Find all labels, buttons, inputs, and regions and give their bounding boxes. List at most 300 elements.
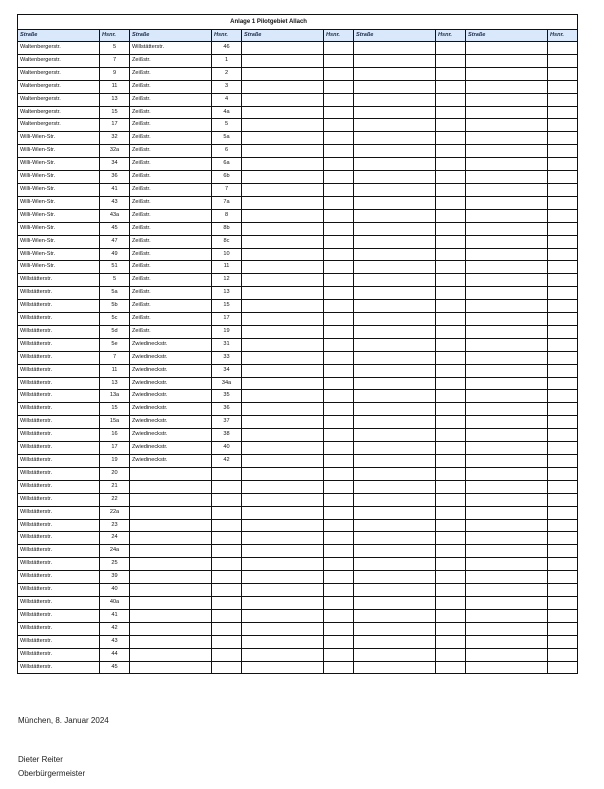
- house-number-cell: [212, 519, 242, 532]
- house-number-cell: 44: [100, 648, 130, 661]
- house-number-cell: [548, 558, 578, 571]
- street-cell: [466, 209, 548, 222]
- house-number-cell: [324, 480, 354, 493]
- table-row: [18, 609, 578, 622]
- street-cell: Willi-Wien-Str.: [18, 261, 100, 274]
- column-header-house-number: Hsnr.: [324, 30, 354, 42]
- street-cell: [466, 532, 548, 545]
- house-number-cell: 32: [100, 132, 130, 145]
- house-number-cell: [212, 571, 242, 584]
- street-cell: [130, 545, 212, 558]
- street-cell: Zeißstr.: [130, 248, 212, 261]
- street-cell: [242, 209, 324, 222]
- street-cell: Waltenbergerstr.: [18, 80, 100, 93]
- street-cell: Willstätterstr.: [18, 429, 100, 442]
- street-cell: [354, 493, 436, 506]
- street-cell: Willstätterstr.: [18, 609, 100, 622]
- street-cell: Waltenbergerstr.: [18, 93, 100, 106]
- street-cell: Willi-Wien-Str.: [18, 171, 100, 184]
- house-number-cell: 19: [212, 325, 242, 338]
- house-number-cell: [548, 377, 578, 390]
- street-cell: [354, 93, 436, 106]
- street-cell: Willstätterstr.: [18, 596, 100, 609]
- street-cell: [354, 261, 436, 274]
- table-row: [18, 209, 578, 222]
- house-number-cell: 3: [212, 80, 242, 93]
- house-number-cell: [436, 493, 466, 506]
- street-cell: [354, 80, 436, 93]
- street-cell: Zeißstr.: [130, 54, 212, 67]
- street-cell: Willstätterstr.: [18, 442, 100, 455]
- house-number-cell: 7a: [212, 196, 242, 209]
- house-number-cell: 24a: [100, 545, 130, 558]
- table-body: [18, 42, 578, 674]
- house-number-cell: 36: [212, 403, 242, 416]
- table-row: [18, 364, 578, 377]
- street-cell: Zwiedineckstr.: [130, 338, 212, 351]
- street-cell: [242, 416, 324, 429]
- table-row: [18, 132, 578, 145]
- table-row: [18, 377, 578, 390]
- street-cell: [354, 661, 436, 674]
- house-number-cell: 4: [212, 93, 242, 106]
- street-cell: [354, 274, 436, 287]
- street-cell: [466, 609, 548, 622]
- house-number-cell: [548, 584, 578, 597]
- signatory-role: Oberbürgermeister: [18, 769, 86, 778]
- house-number-cell: [324, 42, 354, 55]
- house-number-cell: [324, 364, 354, 377]
- house-number-cell: [548, 119, 578, 132]
- street-cell: Willstätterstr.: [18, 635, 100, 648]
- house-number-cell: 5a: [212, 132, 242, 145]
- house-number-cell: [548, 390, 578, 403]
- table-row: [18, 493, 578, 506]
- table-row: [18, 338, 578, 351]
- street-cell: [354, 545, 436, 558]
- street-cell: [130, 635, 212, 648]
- street-cell: Willstätterstr.: [18, 648, 100, 661]
- table-row: [18, 571, 578, 584]
- street-cell: Willstätterstr.: [18, 584, 100, 597]
- house-number-cell: [548, 222, 578, 235]
- street-cell: [242, 80, 324, 93]
- house-number-cell: [324, 132, 354, 145]
- house-number-cell: 36: [100, 171, 130, 184]
- street-cell: Willstätterstr.: [18, 338, 100, 351]
- house-number-cell: 39: [100, 571, 130, 584]
- street-cell: [242, 596, 324, 609]
- house-number-cell: [324, 558, 354, 571]
- street-cell: Willstätterstr.: [18, 416, 100, 429]
- table-row: [18, 287, 578, 300]
- house-number-cell: [548, 416, 578, 429]
- street-cell: Zeißstr.: [130, 80, 212, 93]
- house-number-cell: [436, 622, 466, 635]
- house-number-cell: [548, 196, 578, 209]
- street-cell: [466, 519, 548, 532]
- street-cell: [466, 442, 548, 455]
- street-cell: [242, 106, 324, 119]
- street-cell: [242, 222, 324, 235]
- table-row: [18, 183, 578, 196]
- house-number-cell: [436, 325, 466, 338]
- house-number-cell: 41: [100, 609, 130, 622]
- street-cell: Zwiedineckstr.: [130, 377, 212, 390]
- street-cell: [466, 338, 548, 351]
- house-number-cell: [436, 287, 466, 300]
- house-number-cell: [324, 67, 354, 80]
- house-number-cell: [324, 183, 354, 196]
- house-number-cell: [548, 80, 578, 93]
- street-cell: [354, 196, 436, 209]
- street-cell: Zeißstr.: [130, 196, 212, 209]
- house-number-cell: 15a: [100, 416, 130, 429]
- street-cell: [354, 442, 436, 455]
- house-number-cell: [548, 183, 578, 196]
- street-cell: [466, 480, 548, 493]
- street-cell: [242, 54, 324, 67]
- street-cell: Zwiedineckstr.: [130, 364, 212, 377]
- house-number-cell: [548, 209, 578, 222]
- house-number-cell: [436, 351, 466, 364]
- street-cell: Zeißstr.: [130, 222, 212, 235]
- street-cell: [466, 493, 548, 506]
- house-number-cell: 40: [212, 442, 242, 455]
- street-cell: Willstätterstr.: [18, 287, 100, 300]
- street-cell: [242, 493, 324, 506]
- house-number-cell: [548, 519, 578, 532]
- street-cell: [466, 351, 548, 364]
- table-row: [18, 622, 578, 635]
- house-number-cell: [436, 558, 466, 571]
- street-cell: [466, 467, 548, 480]
- house-number-cell: [324, 390, 354, 403]
- street-cell: Zeißstr.: [130, 235, 212, 248]
- house-number-cell: 5: [100, 42, 130, 55]
- street-list-table: [17, 14, 578, 674]
- street-cell: [466, 325, 548, 338]
- house-number-cell: [436, 42, 466, 55]
- street-cell: [466, 196, 548, 209]
- house-number-cell: [436, 661, 466, 674]
- street-cell: [242, 132, 324, 145]
- street-cell: [354, 648, 436, 661]
- street-cell: [242, 196, 324, 209]
- street-cell: [466, 158, 548, 171]
- street-cell: [242, 429, 324, 442]
- house-number-cell: [212, 648, 242, 661]
- street-cell: [354, 119, 436, 132]
- street-cell: [130, 571, 212, 584]
- house-number-cell: [212, 622, 242, 635]
- house-number-cell: [324, 648, 354, 661]
- house-number-cell: [436, 248, 466, 261]
- street-cell: [130, 558, 212, 571]
- street-cell: [242, 622, 324, 635]
- house-number-cell: [548, 403, 578, 416]
- house-number-cell: [212, 493, 242, 506]
- street-cell: [354, 325, 436, 338]
- street-cell: Waltenbergerstr.: [18, 67, 100, 80]
- house-number-cell: 5e: [100, 338, 130, 351]
- street-cell: Zeißstr.: [130, 261, 212, 274]
- house-number-cell: 17: [212, 313, 242, 326]
- street-cell: [354, 377, 436, 390]
- house-number-cell: 45: [100, 222, 130, 235]
- house-number-cell: 8c: [212, 235, 242, 248]
- street-cell: [466, 93, 548, 106]
- street-cell: [242, 467, 324, 480]
- house-number-cell: 6a: [212, 158, 242, 171]
- street-cell: [242, 287, 324, 300]
- street-cell: [130, 609, 212, 622]
- house-number-cell: [548, 158, 578, 171]
- street-cell: [466, 390, 548, 403]
- house-number-cell: [324, 158, 354, 171]
- table-row: [18, 196, 578, 209]
- street-cell: [466, 558, 548, 571]
- house-number-cell: [212, 532, 242, 545]
- street-cell: [466, 54, 548, 67]
- house-number-cell: [548, 442, 578, 455]
- house-number-cell: 7: [212, 183, 242, 196]
- street-cell: Zwiedineckstr.: [130, 442, 212, 455]
- house-number-cell: 13a: [100, 390, 130, 403]
- street-cell: [242, 364, 324, 377]
- house-number-cell: 42: [212, 455, 242, 468]
- street-cell: [466, 661, 548, 674]
- house-number-cell: [548, 467, 578, 480]
- house-number-cell: 5a: [100, 287, 130, 300]
- street-cell: [354, 596, 436, 609]
- house-number-cell: 10: [212, 248, 242, 261]
- house-number-cell: [436, 313, 466, 326]
- street-cell: Zeißstr.: [130, 183, 212, 196]
- house-number-cell: [548, 261, 578, 274]
- table-row: [18, 158, 578, 171]
- house-number-cell: [436, 532, 466, 545]
- house-number-cell: 5: [212, 119, 242, 132]
- house-number-cell: 34: [100, 158, 130, 171]
- house-number-cell: 5b: [100, 300, 130, 313]
- house-number-cell: 11: [100, 364, 130, 377]
- house-number-cell: [548, 93, 578, 106]
- house-number-cell: [436, 403, 466, 416]
- street-cell: [242, 351, 324, 364]
- house-number-cell: [324, 196, 354, 209]
- header-row: [18, 30, 578, 42]
- house-number-cell: [212, 506, 242, 519]
- street-cell: Zwiedineckstr.: [130, 455, 212, 468]
- table-row: [18, 80, 578, 93]
- street-cell: [466, 67, 548, 80]
- house-number-cell: [436, 467, 466, 480]
- house-number-cell: 34a: [212, 377, 242, 390]
- house-number-cell: [324, 338, 354, 351]
- house-number-cell: [324, 635, 354, 648]
- street-cell: Willstätterstr.: [18, 274, 100, 287]
- house-number-cell: [324, 274, 354, 287]
- house-number-cell: 40: [100, 584, 130, 597]
- street-cell: [354, 622, 436, 635]
- street-cell: [466, 596, 548, 609]
- house-number-cell: 8b: [212, 222, 242, 235]
- house-number-cell: [548, 248, 578, 261]
- street-cell: [354, 390, 436, 403]
- house-number-cell: [212, 635, 242, 648]
- street-cell: [354, 635, 436, 648]
- column-header-street: Straße: [354, 30, 436, 42]
- house-number-cell: [324, 403, 354, 416]
- house-number-cell: [548, 545, 578, 558]
- house-number-cell: 49: [100, 248, 130, 261]
- house-number-cell: [548, 648, 578, 661]
- street-cell: [466, 171, 548, 184]
- house-number-cell: [436, 300, 466, 313]
- street-cell: Zeißstr.: [130, 287, 212, 300]
- house-number-cell: [436, 106, 466, 119]
- house-number-cell: 35: [212, 390, 242, 403]
- house-number-cell: [324, 171, 354, 184]
- table-row: [18, 390, 578, 403]
- house-number-cell: [436, 132, 466, 145]
- house-number-cell: [324, 313, 354, 326]
- house-number-cell: 17: [100, 119, 130, 132]
- house-number-cell: 13: [100, 93, 130, 106]
- street-cell: [466, 80, 548, 93]
- house-number-cell: 9: [100, 67, 130, 80]
- house-number-cell: [436, 119, 466, 132]
- street-cell: [242, 338, 324, 351]
- house-number-cell: [548, 596, 578, 609]
- house-number-cell: [436, 506, 466, 519]
- street-cell: [130, 661, 212, 674]
- street-cell: [242, 635, 324, 648]
- street-cell: Zeißstr.: [130, 325, 212, 338]
- table-row: [18, 661, 578, 674]
- table-row: [18, 403, 578, 416]
- street-cell: Zwiedineckstr.: [130, 351, 212, 364]
- house-number-cell: [324, 325, 354, 338]
- title-row: [18, 15, 578, 30]
- street-cell: Willi-Wien-Str.: [18, 158, 100, 171]
- column-header-house-number: Hsnr.: [100, 30, 130, 42]
- street-cell: [354, 467, 436, 480]
- house-number-cell: 21: [100, 480, 130, 493]
- street-cell: [242, 609, 324, 622]
- street-cell: [466, 222, 548, 235]
- house-number-cell: [324, 416, 354, 429]
- street-cell: [466, 377, 548, 390]
- street-cell: [354, 287, 436, 300]
- column-header-street: Straße: [18, 30, 100, 42]
- house-number-cell: [324, 584, 354, 597]
- table-row: [18, 506, 578, 519]
- table-row: [18, 313, 578, 326]
- street-cell: Zeißstr.: [130, 171, 212, 184]
- column-header-street: Straße: [242, 30, 324, 42]
- house-number-cell: [436, 442, 466, 455]
- column-header-house-number: Hsnr.: [212, 30, 242, 42]
- house-number-cell: 25: [100, 558, 130, 571]
- house-number-cell: [548, 274, 578, 287]
- street-cell: Willstätterstr.: [18, 300, 100, 313]
- street-cell: [242, 67, 324, 80]
- street-cell: Willstätterstr.: [18, 571, 100, 584]
- street-cell: [242, 584, 324, 597]
- street-cell: Willstätterstr.: [18, 532, 100, 545]
- street-cell: Willi-Wien-Str.: [18, 209, 100, 222]
- house-number-cell: [324, 80, 354, 93]
- street-cell: [130, 622, 212, 635]
- house-number-cell: [324, 235, 354, 248]
- table-title: Anlage 1 Pilotgebiet Allach: [18, 15, 578, 30]
- street-cell: [466, 364, 548, 377]
- house-number-cell: [324, 106, 354, 119]
- house-number-cell: [436, 364, 466, 377]
- street-cell: [354, 506, 436, 519]
- street-cell: Willstätterstr.: [18, 519, 100, 532]
- street-cell: [354, 132, 436, 145]
- house-number-cell: [324, 609, 354, 622]
- house-number-cell: [548, 338, 578, 351]
- street-cell: [466, 261, 548, 274]
- house-number-cell: [436, 261, 466, 274]
- table-row: [18, 635, 578, 648]
- street-cell: Zeißstr.: [130, 145, 212, 158]
- street-cell: [466, 132, 548, 145]
- house-number-cell: [548, 635, 578, 648]
- street-cell: Willi-Wien-Str.: [18, 196, 100, 209]
- house-number-cell: [436, 93, 466, 106]
- street-cell: [242, 519, 324, 532]
- street-cell: [466, 42, 548, 55]
- house-number-cell: [548, 313, 578, 326]
- table-row: [18, 54, 578, 67]
- street-cell: [130, 648, 212, 661]
- table-row: [18, 351, 578, 364]
- house-number-cell: 7: [100, 54, 130, 67]
- table-row: [18, 416, 578, 429]
- house-number-cell: 13: [212, 287, 242, 300]
- house-number-cell: [212, 596, 242, 609]
- house-number-cell: [324, 661, 354, 674]
- house-number-cell: [548, 132, 578, 145]
- street-cell: [130, 532, 212, 545]
- house-number-cell: [436, 571, 466, 584]
- house-number-cell: 5c: [100, 313, 130, 326]
- street-cell: Waltenbergerstr.: [18, 54, 100, 67]
- house-number-cell: 2: [212, 67, 242, 80]
- street-cell: [466, 183, 548, 196]
- house-number-cell: [324, 145, 354, 158]
- house-number-cell: 15: [100, 106, 130, 119]
- house-number-cell: 51: [100, 261, 130, 274]
- house-number-cell: [324, 493, 354, 506]
- street-cell: [242, 235, 324, 248]
- street-cell: [354, 42, 436, 55]
- house-number-cell: [324, 442, 354, 455]
- house-number-cell: [212, 558, 242, 571]
- street-cell: Willstätterstr.: [18, 325, 100, 338]
- table-row: [18, 545, 578, 558]
- column-header-street: Straße: [466, 30, 548, 42]
- table-row: [18, 596, 578, 609]
- house-number-cell: [436, 80, 466, 93]
- table-row: [18, 584, 578, 597]
- street-cell: Zeißstr.: [130, 93, 212, 106]
